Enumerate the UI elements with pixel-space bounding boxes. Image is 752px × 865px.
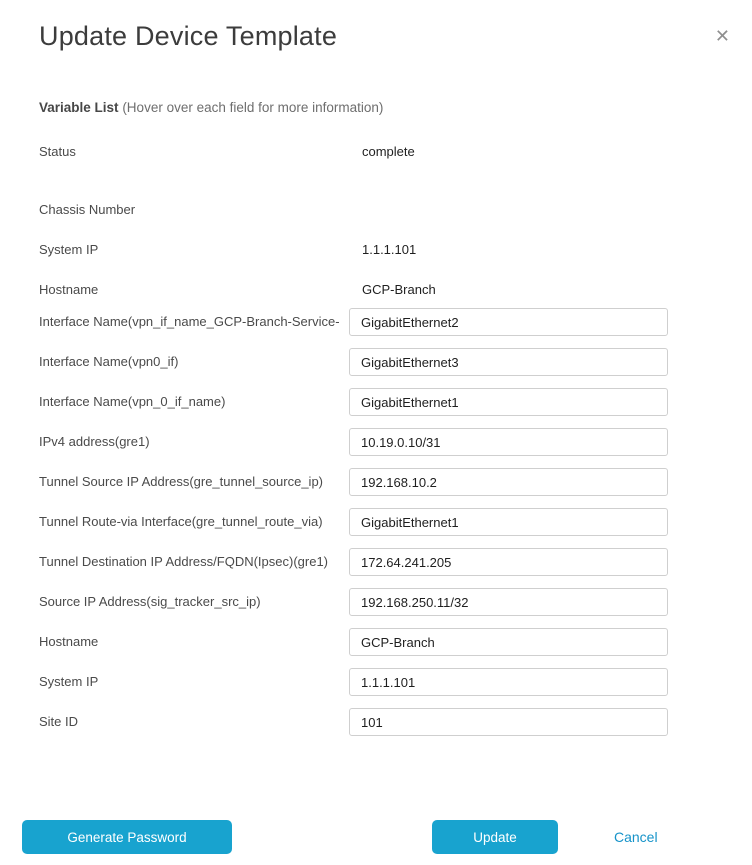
field-input[interactable] xyxy=(349,668,668,696)
form-row xyxy=(39,308,668,336)
field-input[interactable] xyxy=(349,428,668,456)
form-row xyxy=(39,428,668,456)
close-icon[interactable]: ✕ xyxy=(711,23,734,49)
field-input[interactable] xyxy=(349,388,668,416)
field-input[interactable] xyxy=(349,708,668,736)
form-row xyxy=(39,708,668,736)
field-label: Tunnel Route-via Interface(gre_tunnel_route_via) xyxy=(39,514,323,529)
form-row xyxy=(39,348,668,376)
field-value: 1.1.1.101 xyxy=(362,242,417,257)
cancel-button[interactable]: Cancel xyxy=(608,820,664,854)
variable-list-header xyxy=(39,100,752,116)
field-value: GCP-Branch xyxy=(362,282,436,297)
field-label: Hostname xyxy=(39,282,99,297)
form-row xyxy=(39,468,668,496)
form-row xyxy=(39,236,668,264)
form-row xyxy=(39,196,668,224)
form-row xyxy=(39,668,668,696)
generate-password-button[interactable]: Generate Password xyxy=(22,820,232,854)
field-label: Site ID xyxy=(39,714,79,729)
form-row xyxy=(39,138,668,166)
variable-list-hint: (Hover over each field for more information) xyxy=(122,100,384,115)
form-row xyxy=(39,588,668,616)
field-value: complete xyxy=(362,144,415,159)
field-label: Tunnel Source IP Address(gre_tunnel_source_ip) xyxy=(39,474,324,489)
field-input[interactable] xyxy=(349,588,668,616)
field-input[interactable] xyxy=(349,308,668,336)
field-label: Interface Name(vpn_if_name_GCP-Branch-Service- xyxy=(39,314,340,329)
field-input[interactable] xyxy=(349,628,668,656)
form-row xyxy=(39,388,668,416)
field-label: System IP xyxy=(39,674,99,689)
field-input[interactable] xyxy=(349,508,668,536)
variable-form xyxy=(39,138,668,736)
field-label: Interface Name(vpn_0_if_name) xyxy=(39,394,226,409)
field-label: Chassis Number xyxy=(39,202,136,217)
form-row xyxy=(39,628,668,656)
update-device-template-dialog xyxy=(0,20,752,865)
form-row xyxy=(39,276,668,304)
field-label: IPv4 address(gre1) xyxy=(39,434,150,449)
page-title: Update Device Template xyxy=(39,21,338,51)
field-input[interactable] xyxy=(349,348,668,376)
update-button[interactable]: Update xyxy=(432,820,558,854)
variable-list-title: Variable List xyxy=(39,100,119,115)
dialog-footer xyxy=(0,820,752,854)
field-label: Interface Name(vpn0_if) xyxy=(39,354,179,369)
field-input[interactable] xyxy=(349,468,668,496)
form-row xyxy=(39,508,668,536)
form-row xyxy=(39,548,668,576)
field-label: Tunnel Destination IP Address/FQDN(Ipsec)(gre1) xyxy=(39,554,329,569)
field-label: System IP xyxy=(39,242,99,257)
field-label: Status xyxy=(39,144,76,159)
field-label: Hostname xyxy=(39,634,99,649)
field-label: Source IP Address(sig_tracker_src_ip) xyxy=(39,594,261,609)
field-input[interactable] xyxy=(349,548,668,576)
